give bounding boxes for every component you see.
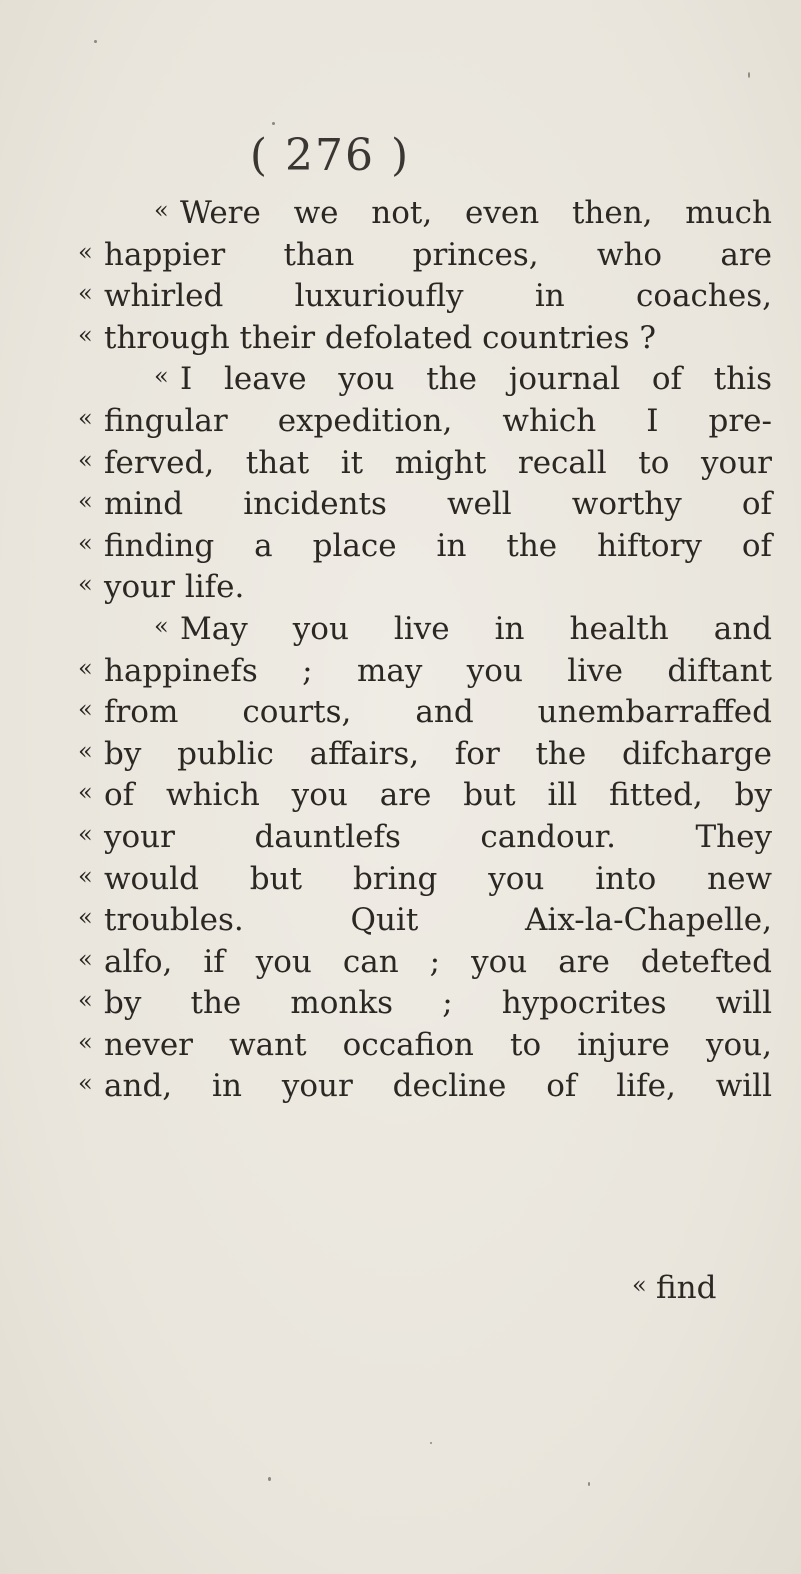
quote-mark: « xyxy=(78,445,93,474)
quote-mark: « xyxy=(78,279,93,308)
line-text: whirled luxurioufly in coaches, xyxy=(104,278,772,315)
quote-mark: « xyxy=(154,362,169,391)
line-text: finding a place in the hiftory of xyxy=(104,527,772,564)
quote-mark: « xyxy=(78,1069,93,1098)
line-text: never want occafion to injure you, xyxy=(104,1026,772,1063)
text-line xyxy=(78,315,772,357)
line-text: alfo, if you can ; you are detefted xyxy=(104,943,772,980)
line-text: fingular expedition, which I pre- xyxy=(104,402,772,439)
quote-mark: « xyxy=(78,944,93,973)
quote-mark: « xyxy=(78,237,93,266)
paper-speck xyxy=(268,1477,271,1481)
line-text: ferved, that it might recall to your xyxy=(104,444,772,481)
quote-mark: « xyxy=(78,570,93,599)
quote-mark: « xyxy=(78,903,93,932)
line-text: mind incidents well worthy of xyxy=(104,486,772,523)
text-line xyxy=(78,856,772,898)
quote-mark: « xyxy=(78,403,93,432)
line-text: your life. xyxy=(104,569,245,606)
quote-mark: « xyxy=(78,695,93,724)
line-text: happinefs ; may you live diftant xyxy=(104,652,772,689)
quote-mark: « xyxy=(78,320,93,349)
text-line xyxy=(82,606,772,648)
quote-mark: « xyxy=(78,1027,93,1056)
catchword-quote-mark: « xyxy=(632,1271,647,1299)
catchword xyxy=(632,1270,717,1306)
text-line xyxy=(78,939,772,981)
line-text: by public affairs, for the difcharge xyxy=(104,735,772,772)
page-number: ( 276 ) xyxy=(249,130,411,181)
line-text: would but bring you into new xyxy=(104,860,772,897)
text-line xyxy=(78,564,772,606)
text-line xyxy=(78,1022,772,1064)
quote-mark: « xyxy=(78,736,93,765)
text-line xyxy=(78,897,772,939)
line-text: happier than princes, who are xyxy=(104,236,772,273)
text-line xyxy=(78,440,772,482)
text-line xyxy=(78,731,772,773)
text-line xyxy=(78,523,772,565)
paper-speck xyxy=(430,1442,432,1444)
quote-mark: « xyxy=(78,861,93,890)
line-text: by the monks ; hypocrites will xyxy=(104,985,772,1022)
text-line xyxy=(78,398,772,440)
paper-speck xyxy=(588,1482,590,1486)
text-line xyxy=(78,481,772,523)
body-text xyxy=(78,190,772,1105)
text-line xyxy=(78,1063,772,1105)
quote-mark: « xyxy=(78,986,93,1015)
line-text: your dauntlefs candour. They xyxy=(104,818,772,855)
text-line xyxy=(82,190,772,232)
quote-mark: « xyxy=(78,528,93,557)
quote-mark: « xyxy=(154,611,169,640)
text-line xyxy=(78,273,772,315)
text-line xyxy=(78,232,772,274)
catchword-text: find xyxy=(656,1270,717,1306)
line-text: and, in your decline of life, will xyxy=(104,1068,772,1105)
quote-mark: « xyxy=(154,196,169,224)
text-line xyxy=(78,814,772,856)
line-text: troubles. Quit Aix-la-Chapelle, xyxy=(104,902,772,939)
text-line xyxy=(78,980,772,1022)
line-text: Were we not, even then, much xyxy=(180,195,772,231)
line-text: May you live in health and xyxy=(180,610,772,647)
quote-mark: « xyxy=(78,778,93,807)
paper-speck xyxy=(748,72,750,78)
text-line xyxy=(78,689,772,731)
quote-mark: « xyxy=(78,487,93,516)
quote-mark: « xyxy=(78,653,93,682)
line-text: through their defolated countries ? xyxy=(104,319,656,356)
line-text: from courts, and unembarraffed xyxy=(104,694,772,731)
line-text: of which you are but ill fitted, by xyxy=(104,777,772,814)
quote-mark: « xyxy=(78,819,93,848)
paper-speck xyxy=(94,40,97,43)
text-line xyxy=(82,356,772,398)
paper-speck xyxy=(272,122,275,125)
line-text: I leave you the journal of this xyxy=(180,361,772,398)
text-line xyxy=(78,648,772,690)
text-line xyxy=(78,772,772,814)
